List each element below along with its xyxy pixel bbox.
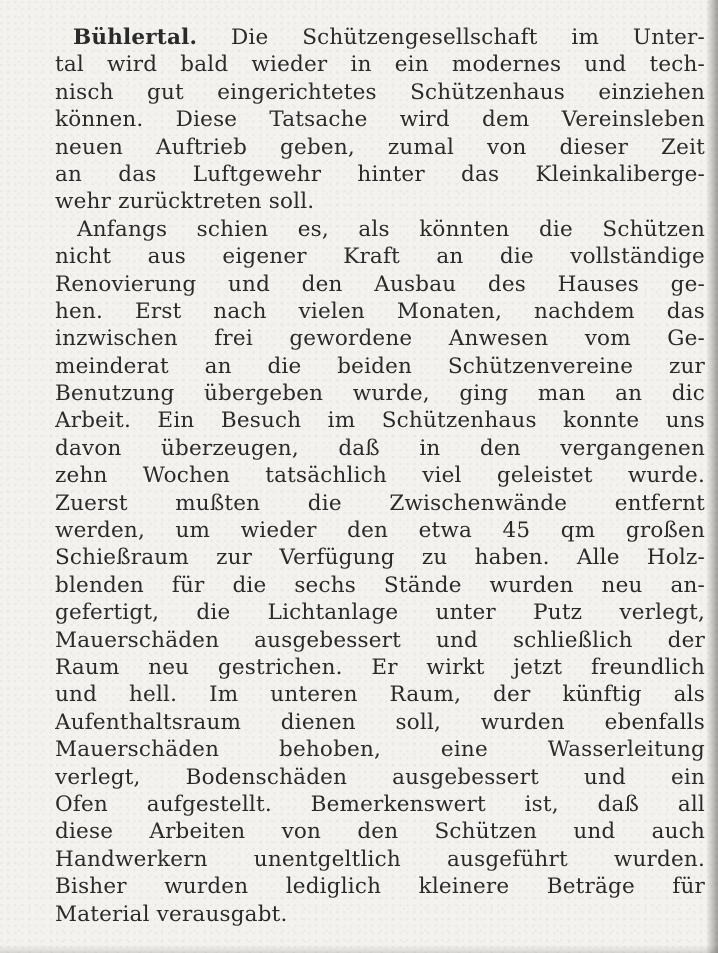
paragraph-2 [55, 216, 705, 928]
article-line: werden, um wieder den etwa 45 qm großen [55, 518, 705, 544]
article-line: und hell. Im unteren Raum, der künftig als [55, 682, 705, 708]
article-line: Mauerschäden behoben, eine Wasserleitung [55, 737, 705, 763]
bottom-edge [0, 945, 718, 953]
paragraph-1 [55, 24, 705, 216]
article-line: tal wird bald wieder in ein modernes und tech- [55, 52, 705, 78]
article-line: Material verausgabt. [55, 901, 288, 927]
article-line: neuen Auftrieb geben, zumal von dieser Zeit [55, 134, 705, 160]
article-line: Raum neu gestrichen. Er wirkt jetzt freundlich [55, 654, 705, 680]
lead-word: Bühlertal. [73, 25, 198, 50]
article-line: Aufenthaltsraum dienen soll, wurden ebenfalls [55, 709, 705, 735]
article-line: Benutzung übergeben wurde, ging man an dic [55, 381, 705, 407]
article-line: an das Luftgewehr hinter das Kleinkaliberge- [55, 161, 705, 187]
article-line: Anfangs schien es, als könnten die Schützen [77, 216, 705, 242]
article-line: hen. Erst nach vielen Monaten, nachdem das [55, 298, 705, 324]
article-line: gefertigt, die Lichtanlage unter Putz verlegt, [55, 600, 705, 626]
article-line: Ofen aufgestellt. Bemerkenswert ist, daß all [55, 791, 705, 817]
article-line: verlegt, Bodenschäden ausgebessert und ein [55, 764, 705, 790]
article-line: inzwischen frei gewordene Anwesen vom Ge- [55, 326, 705, 352]
article-line: Bisher wurden lediglich kleinere Beträge für [55, 874, 705, 900]
article-line: wehr zurücktreten soll. [55, 189, 315, 215]
article-line: Zuerst mußten die Zwischenwände entfernt [55, 490, 705, 516]
article-line: Arbeit. Ein Besuch im Schützenhaus konnte uns [55, 408, 705, 434]
article-line: nicht aus eigener Kraft an die vollständige [55, 244, 705, 270]
article-line: davon überzeugen, daß in den vergangenen [55, 435, 705, 461]
line-text: Die Schützengesellschaft im Unter- [230, 25, 705, 50]
article-line: Renovierung und den Ausbau des Hauses ge- [55, 271, 705, 297]
article-line [55, 24, 705, 51]
article-line: können. Diese Tatsache wird dem Vereinsleben [55, 107, 705, 133]
page-edge-shadow [706, 0, 718, 953]
article-line: meinderat an die beiden Schützenvereine zur [55, 353, 705, 379]
article-column [55, 24, 705, 928]
article-line: Mauerschäden ausgebessert und schließlich der [55, 627, 705, 653]
article-line: Schießraum zur Verfügung zu haben. Alle Holz- [55, 545, 705, 571]
article-line: nisch gut eingerichtetes Schützenhaus einziehen [55, 79, 705, 105]
article-line: Handwerkern unentgeltlich ausgeführt wurden. [55, 846, 705, 872]
article-line: diese Arbeiten von den Schützen und auch [55, 819, 705, 845]
article-line: zehn Wochen tatsächlich viel geleistet wurde. [55, 463, 705, 489]
article-line: blenden für die sechs Stände wurden neu an- [55, 572, 705, 598]
